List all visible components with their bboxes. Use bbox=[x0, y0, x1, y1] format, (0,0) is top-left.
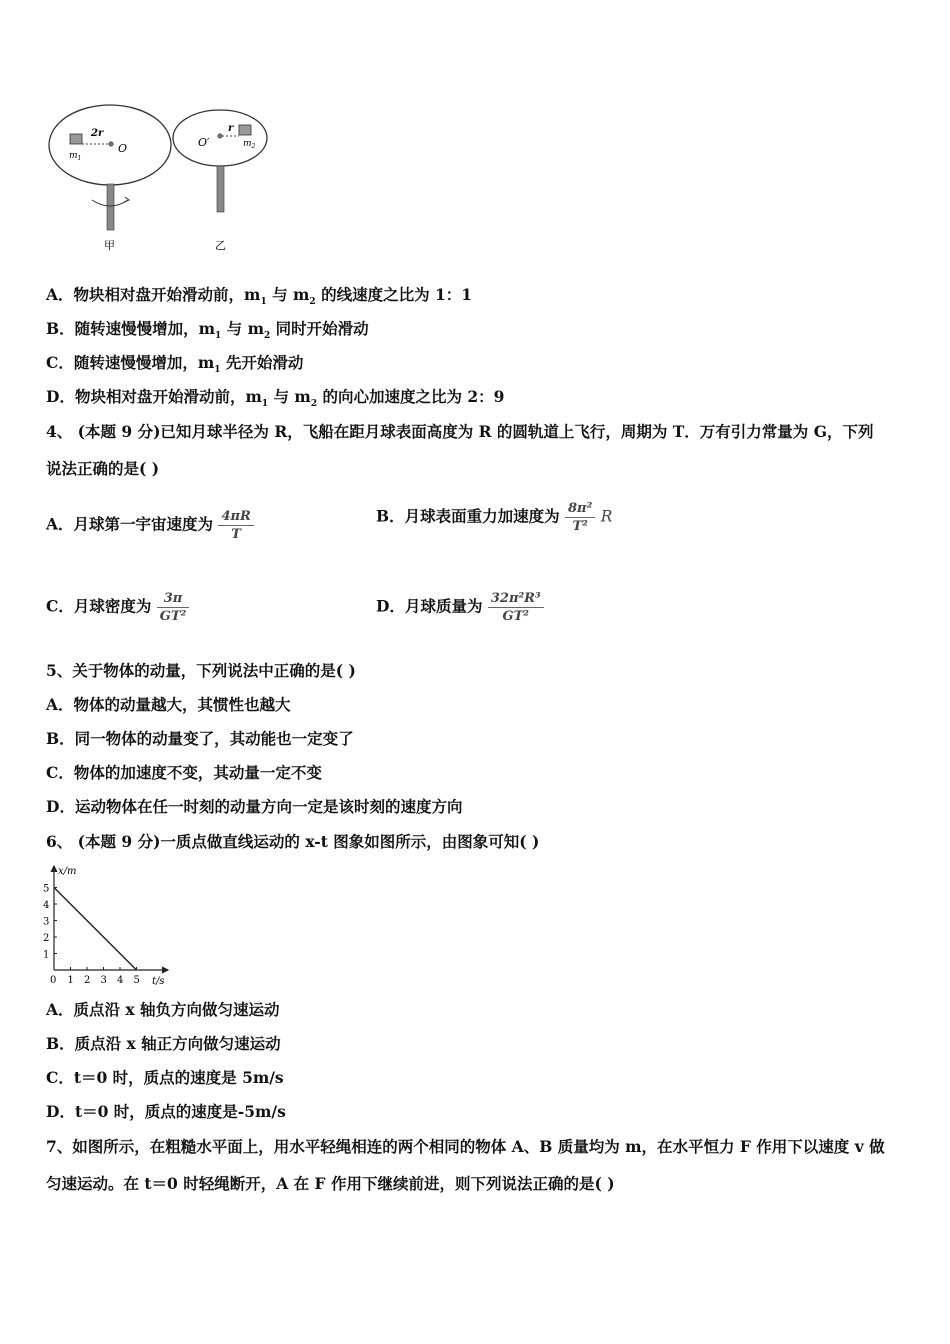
center-Oprime bbox=[218, 134, 222, 138]
q4-a-fraction: $\frac{4\pi R}{T}$ bbox=[218, 508, 253, 543]
xt-series-line bbox=[54, 888, 137, 971]
q5-option-b: B．同一物体的动量变了，其动能也一定变了 bbox=[46, 729, 354, 748]
q3-option-c: C．随转速慢慢增加，$m_1$ 先开始滑动 bbox=[46, 353, 304, 376]
q7-stem-line1: 7、如图所示，在粗糙水平面上，用水平轻绳相连的两个相同的物体 A、B 质量均为 m，在水平恒力 F 作用下以速度 v 做 bbox=[46, 1137, 885, 1156]
q4-option-c: C．月球密度为 $\frac{3\pi}{\text{GT²}}$ bbox=[46, 590, 189, 625]
x-tick-label: 3 bbox=[100, 975, 107, 986]
rotating-discs-figure bbox=[40, 100, 280, 260]
q6-stem: 6、 (本题 9 分)一质点做直线运动的 x-t 图象如图所示，由图象可知( ) bbox=[46, 832, 540, 851]
y-tick-label: 4 bbox=[43, 900, 50, 911]
q4-option-d: D．月球质量为 $\frac{\text{32π²R³}}{\text{GT²}}$ bbox=[376, 590, 544, 625]
x-tick-label: 2 bbox=[84, 975, 91, 986]
block-m2 bbox=[239, 125, 251, 135]
y-tick-label: 5 bbox=[43, 883, 50, 895]
x-axis-label: t/s bbox=[152, 976, 165, 987]
q4-stem-line2: 说法正确的是( ) bbox=[46, 459, 160, 478]
q3-option-a: A．物块相对盘开始滑动前，$m_1$ 与 $m_2$ 的线速度之比为 1：1 bbox=[46, 285, 473, 308]
q5-option-d: D．运动物体在任一时刻的动量方向一定是该时刻的速度方向 bbox=[46, 797, 463, 816]
q3-option-d: D．物块相对盘开始滑动前，$m_1$ 与 $m_2$ 的向心加速度之比为 2：9 bbox=[46, 387, 505, 410]
q6-option-c: C．t＝0 时，质点的速度是 5m/s bbox=[46, 1068, 284, 1087]
label-m2: $m_2$ bbox=[243, 139, 256, 150]
block-m1 bbox=[70, 134, 82, 144]
y-tick-label: 2 bbox=[43, 933, 50, 944]
caption-jia: 甲 bbox=[104, 239, 115, 252]
x-tick-label: 5 bbox=[133, 975, 140, 986]
y-axis-label: x/m bbox=[58, 866, 77, 877]
x-tick-label: 4 bbox=[117, 975, 124, 986]
label-r: r bbox=[228, 123, 234, 134]
y-tick-label: 3 bbox=[43, 916, 50, 928]
x-tick-label: 0 bbox=[50, 975, 57, 986]
label-O: O bbox=[118, 142, 128, 155]
q6-option-a: A．质点沿 x 轴负方向做匀速运动 bbox=[46, 1000, 280, 1019]
x-tick-label: 1 bbox=[67, 975, 74, 986]
shaft-left bbox=[107, 184, 114, 230]
q6-option-d: D．t＝0 时，质点的速度是-5m/s bbox=[46, 1102, 286, 1121]
caption-yi: 乙 bbox=[215, 239, 226, 252]
q4-stem-line1: 4、 (本题 9 分)已知月球半径为 R，飞船在距月球表面高度为 R 的圆轨道上飞行，周期为 T．万有引力常量为 G，下列 bbox=[46, 422, 874, 441]
shaft-right bbox=[217, 166, 224, 212]
y-tick-label: 1 bbox=[43, 949, 50, 961]
label-m1: $m_1$ bbox=[69, 151, 82, 162]
xt-graph bbox=[40, 862, 180, 988]
label-Oprime: O′ bbox=[198, 136, 210, 149]
q4-option-b: B．月球表面重力加速度为 $\frac{\text{8π²}}{\text{T²}}$ R bbox=[376, 501, 613, 534]
q5-option-c: C．物体的加速度不变，其动量一定不变 bbox=[46, 763, 322, 782]
q5-option-a: A．物体的动量越大，其惯性也越大 bbox=[46, 695, 291, 714]
q4-option-a: A．月球第一宇宙速度为 $\frac{4\pi R}{T}$ bbox=[46, 508, 254, 543]
label-2r: 2r bbox=[91, 128, 104, 139]
q4-c-fraction: $\frac{3\pi}{\text{GT²}}$ bbox=[157, 590, 189, 625]
q3-option-b: B．随转速慢慢增加，$m_1$ 与 $m_2$ 同时开始滑动 bbox=[46, 319, 369, 342]
q4-d-fraction: $\frac{\text{32π²R³}}{\text{GT²}}$ bbox=[488, 590, 544, 625]
center-O bbox=[109, 142, 113, 146]
q6-option-b: B．质点沿 x 轴正方向做匀速运动 bbox=[46, 1034, 281, 1053]
q5-stem: 5、关于物体的动量，下列说法中正确的是( ) bbox=[46, 661, 356, 680]
q4-b-fraction: $\frac{\text{8π²}}{\text{T²}}$ bbox=[565, 500, 595, 535]
q7-stem-line2: 匀速运动。在 t＝0 时轻绳断开，A 在 F 作用下继续前进，则下列说法正确的是( ) bbox=[46, 1174, 615, 1193]
